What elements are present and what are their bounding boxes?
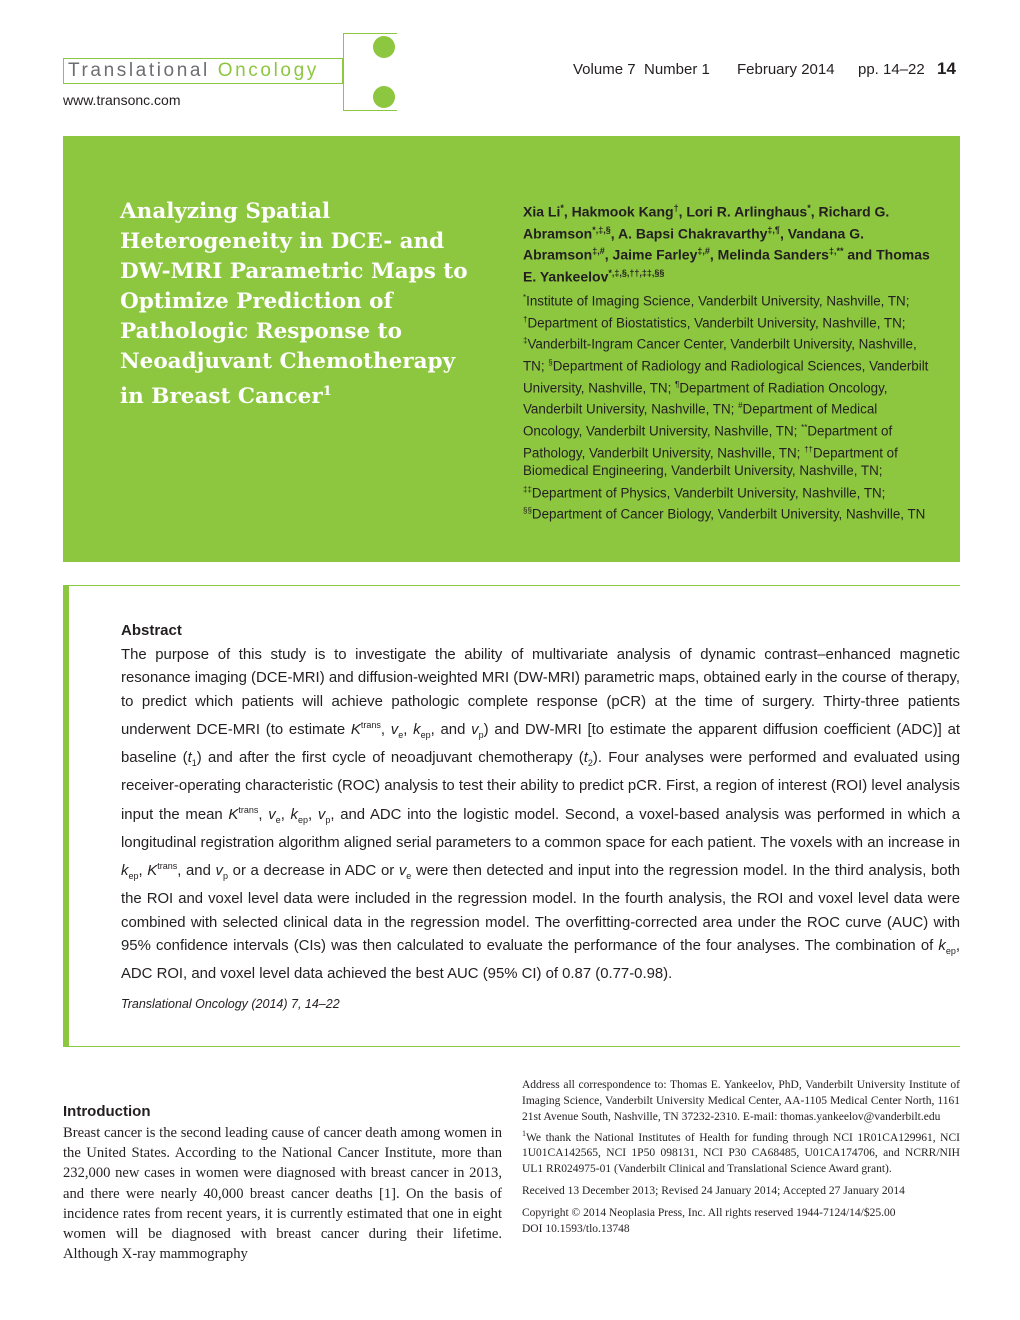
introduction-text: Breast cancer is the second leading cause of cancer death among women in the United States. According to the National Cancer Institute, more than 232,000 new cases in women were diagnosed with breast cancer in 2013, and there were nearly 40,000 breast cancer deaths [1]. On the basis of incidence rates from recent years, it is currently estimated that one in eight women will be diagnosed with breast cancer during their lifetime. Although X-ray mammography (63, 1125, 502, 1263)
logo-accent: Oncology (217, 60, 319, 81)
journal-website-link[interactable]: www.transonc.com (63, 92, 181, 108)
logo-top-rule (343, 33, 397, 34)
funding-text: We thank the National Institutes of Health for funding through NCI 1R01CA129961, NCI 1U01CA142565, NCI 1P50 098131, NCI P30 CA68485, U01CA174706, and NCRR/NIH UL1 RR024975-01 (Vanderbilt Clinical and Translational Science Award grant). (522, 1131, 960, 1176)
copyright-note: Copyright © 2014 Neoplasia Press, Inc. All rights reserved 1944-7124/14/$25.00 (522, 1207, 896, 1220)
author-separator: , (610, 225, 619, 242)
author-name: Lori R. Arlinghaus (686, 203, 808, 220)
correspondence-note: Address all correspondence to: Thomas E. Yankeelov, PhD, Vanderbilt University Institute of Imaging Science, Vanderbilt University Medical Center, AA-1105 Medical Center North, 1161 21st Avenue South, Nashville, TN 37232-2310. E-mail: thomas.yankeelov@vanderbilt.edu (522, 1079, 960, 1123)
title-footnote-mark: 1 (322, 384, 332, 399)
affiliation-mark: § (548, 358, 553, 368)
author-separator: , (709, 246, 718, 263)
author-name: Hakmook Kang (571, 203, 674, 220)
author-list (523, 199, 933, 286)
affiliation-mark: # (738, 401, 743, 411)
author-affiliation-mark: * (807, 203, 811, 213)
affiliation-text: Department of Physics, Vanderbilt University, Nashville, TN; (531, 485, 886, 501)
received-dates: Received 13 December 2013; Revised 24 January 2014; Accepted 27 January 2014 (522, 1185, 905, 1198)
affiliation-mark: †† (804, 444, 813, 454)
affiliation-mark: * (523, 293, 527, 302)
doi[interactable]: DOI 10.1593/tlo.13748 (522, 1223, 630, 1236)
funding-note (522, 1126, 960, 1179)
author-separator: and (843, 246, 877, 263)
abstract-top-rule (63, 585, 960, 586)
article-title (120, 197, 480, 412)
funding-footnote-mark: 1 (522, 1128, 526, 1138)
author-affiliation-mark: ‡,¶ (767, 224, 780, 235)
logo-divider (343, 33, 344, 110)
affiliation-mark: §§ (523, 506, 532, 516)
affiliation-mark: † (523, 314, 528, 324)
author-affiliation-mark: ‡,# (592, 246, 605, 257)
author-separator: , (563, 203, 572, 220)
affiliation-text: Department of Biostatistics, Vanderbilt University, Nashville, TN; (527, 315, 906, 331)
affiliation-mark: ‡‡ (523, 484, 532, 494)
article-notes (522, 1078, 960, 1238)
author-affiliation-mark: * (560, 203, 564, 213)
journal-logo (68, 60, 319, 82)
issue-number: Number 1 (644, 61, 710, 78)
affiliation-mark: ** (801, 423, 808, 433)
abstract-left-bar (63, 585, 69, 1047)
logo-dot-icon (373, 36, 395, 58)
affiliation-text: Vanderbilt-Ingram Cancer Center, Vanderbilt University, Nashville, TN; (523, 336, 917, 374)
author-affiliation-mark: *,‡,§ (592, 224, 611, 235)
affiliation-text: Department of Medical Oncology, Vanderbilt University, Nashville, TN; (523, 401, 878, 439)
issue-date: February 2014 (737, 61, 835, 78)
author-separator: , (779, 225, 788, 242)
volume: Volume 7 (573, 61, 636, 78)
author-affiliation-mark: ‡,# (697, 246, 710, 257)
page-number: 14 (937, 59, 956, 78)
author-separator: , (810, 203, 819, 220)
affiliation-text: Department of Radiation Oncology, Vanderbilt University, Nashville, TN; (523, 380, 888, 417)
journal-citation: Translational Oncology (2014) 7, 14–22 (121, 997, 340, 1011)
affiliation-text: Institute of Imaging Science, Vanderbilt University, Nashville, TN; (526, 293, 910, 309)
author-name: Thomas E. Yankeelov (523, 246, 930, 285)
author-name: A. Bapsi Chakravarthy (618, 225, 768, 242)
affiliation-text: Department of Radiology and Radiological Sciences, Vanderbilt University, Nashville, TN; (523, 358, 929, 396)
logo-dot-icon (373, 86, 395, 108)
logo-main: Translational (68, 60, 218, 81)
affiliation-list (523, 289, 933, 524)
author-separator: , (678, 203, 687, 220)
author-affiliation-mark: *,‡,§,††,‡‡,§§ (608, 267, 665, 278)
author-affiliation-mark: ‡,** (828, 246, 844, 257)
author-separator: , (604, 246, 613, 263)
author-name: Vandana G. Abramson (523, 225, 864, 263)
abstract-heading: Abstract (121, 622, 182, 639)
author-affiliation-mark: † (673, 203, 679, 213)
logo-bottom-rule (343, 110, 397, 111)
affiliation-text: Department of Pathology, Vanderbilt University, Nashville, TN; (523, 423, 893, 461)
abstract-body: The purpose of this study is to investigate the ability of multivariate analysis of dynamic contrast–enhanced magnetic resonance imaging (DCE-MRI) and diffusion-weighted MRI (DW-MRI) parametric maps, obtained early in the course of therapy, to predict which patients will achieve pathologic complete response (pCR) at the time of surgery. Thirty-three patients underwent DCE-MRI (to estimate $K^{trans}$, $v_e$, $k_{ep}$, and $v_p$) and DW-MRI [to estimate the apparent diffusion coefficient (ADC)] at baseline $(t_1)$ and after the first cycle of neoadjuvant chemotherapy $(t_2)$. Four analyses were performed and evaluated using receiver-operating characteristic (ROC) analysis to test their ability to predict pCR. First, a region of interest (ROI) level analysis input the mean $K^{trans}$, $v_e$, $k_{ep}$, $v_p$, and ADC into the logistic model. Second, a voxel-based analysis was performed in which a longitudinal registration algorithm aligned serial parameters to a common space for each patient. The voxels with an increase in $k_{ep}$, $K^{trans}$, and $v_p$ or a decrease in ADC or $v_e$ were then detected and input into the regression model. In the third analysis, both the ROI and voxel level data were included in the regression model. In the fourth analysis, the ROI and voxel level data were combined with selected clinical data in the regression model. The overfitting-corrected area under the ROC curve (AUC) with 95% confidence intervals (CIs) was then calculated to evaluate the performance of the four analyses. The combination of $k_{ep}$, ADC ROI, and voxel level data achieved the best AUC (95% CI) of 0.87 (0.77-0.98). (121, 647, 960, 983)
affiliation-mark: ‡ (523, 336, 528, 346)
author-name: Xia Li (523, 203, 561, 220)
introduction-heading: Introduction (63, 1103, 151, 1120)
author-name: Jaime Farley (612, 246, 698, 263)
author-name: Melinda Sanders (717, 246, 829, 263)
abstract-bottom-rule (63, 1046, 960, 1047)
affiliation-text: Department of Biomedical Engineering, Vanderbilt University, Nashville, TN; (523, 445, 898, 479)
affiliation-mark: ¶ (675, 379, 680, 389)
title-text: Analyzing Spatial Heterogeneity in DCE- and DW-MRI Parametric Maps to Optimize Prediction of Pathologic Response to Neoadjuvant Chemotherapy in Breast Cancer (120, 199, 468, 410)
affiliation-text: Department of Cancer Biology, Vanderbilt University, Nashville, TN (531, 506, 926, 522)
page-range: pp. 14–22 (858, 61, 925, 78)
author-name: Richard G. Abramson (523, 203, 890, 242)
